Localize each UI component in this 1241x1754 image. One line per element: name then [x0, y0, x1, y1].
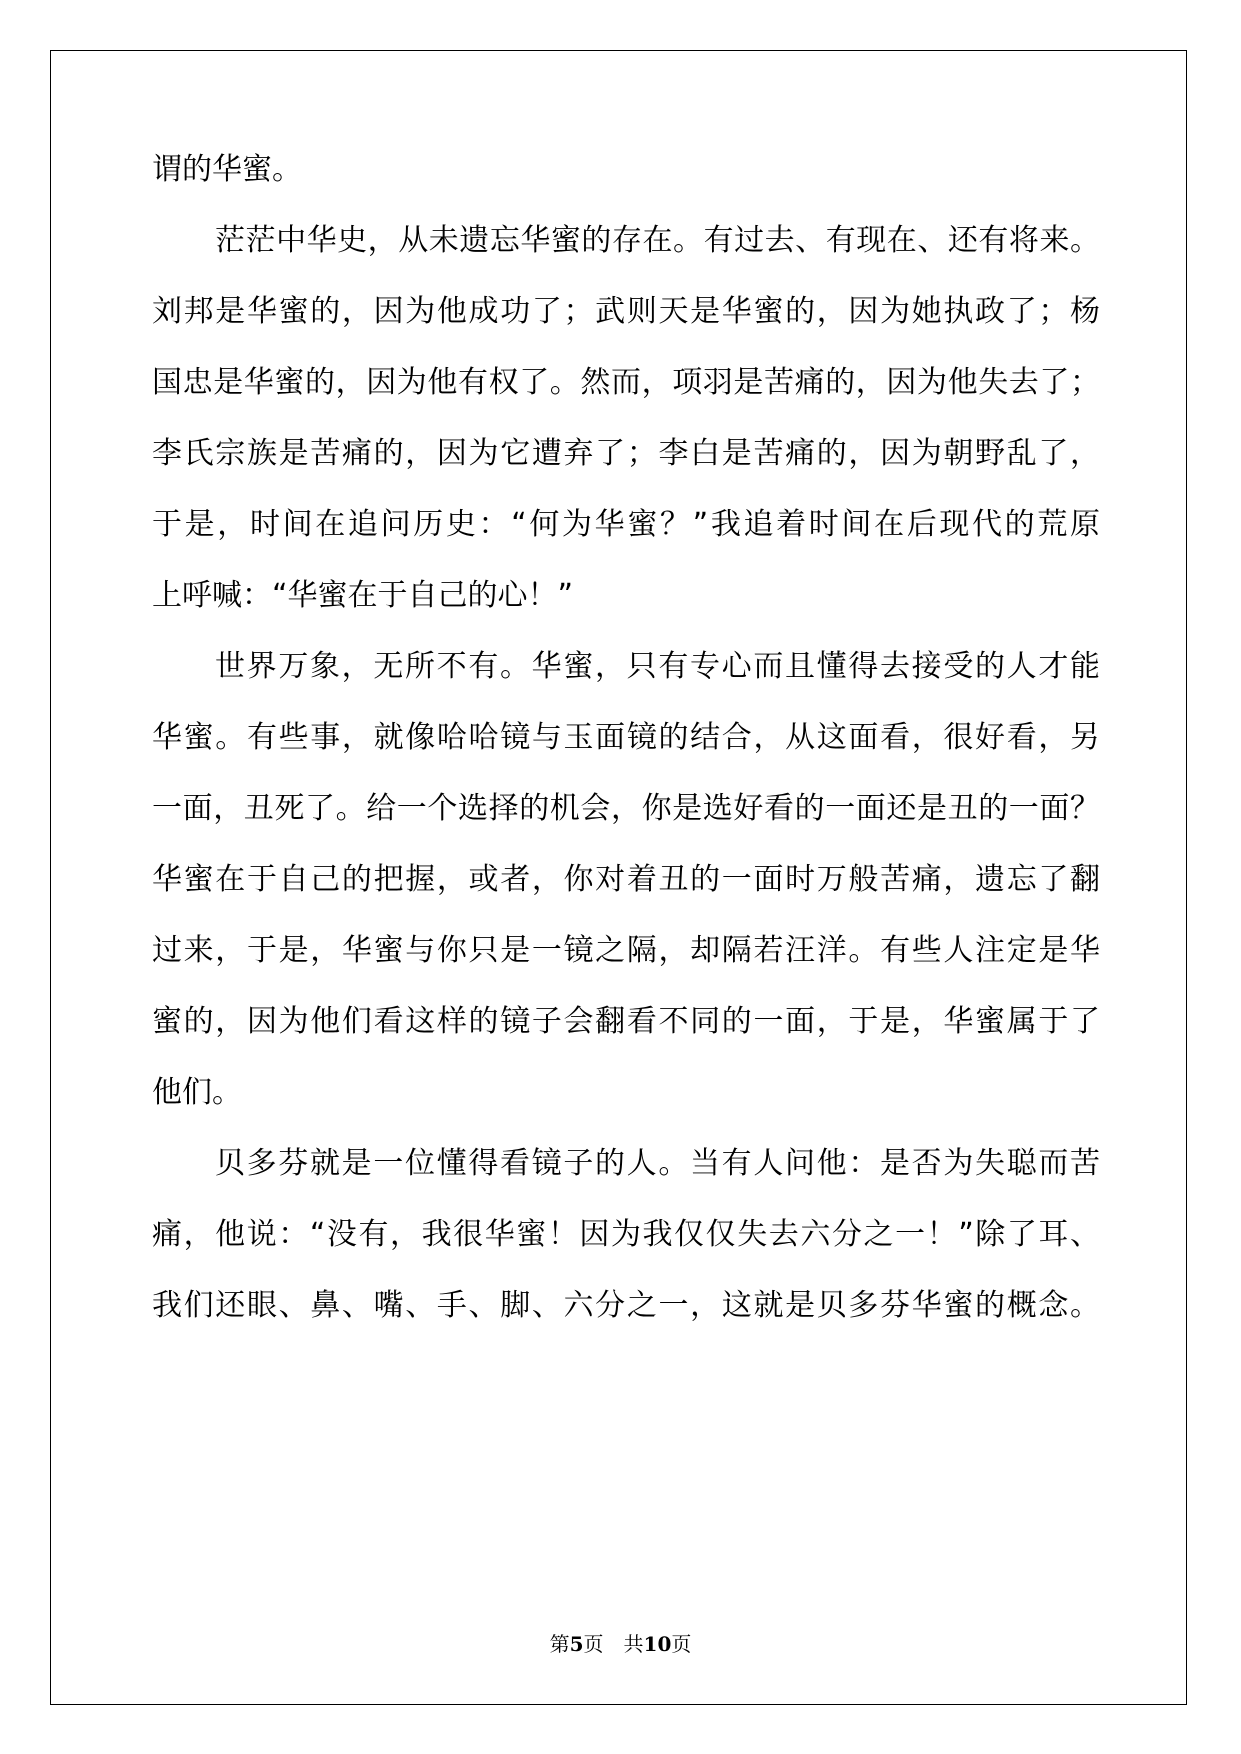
text-line: 国忠是华蜜的，因为他有权了。然而，项羽是苦痛的，因为他失去了；: [152, 365, 1100, 400]
text-line: 华蜜在于自己的把握，或者，你对着丑的一面时万般苦痛，遗忘了翻: [152, 862, 1100, 897]
footer-middle: 页 共: [583, 1632, 644, 1656]
footer-suffix: 页: [671, 1632, 692, 1656]
text-line: 我们还眼、鼻、嘴、手、脚、六分之一，这就是贝多芬华蜜的概念。: [152, 1288, 1100, 1323]
text-line: 他们。: [152, 1075, 242, 1110]
text-line: 痛，他说：“没有，我很华蜜！因为我仅仅失去六分之一！”除了耳、: [152, 1217, 1100, 1252]
text-line: 过来，于是，华蜜与你只是一镜之隔，却隔若汪洋。有些人注定是华: [152, 933, 1100, 968]
text-line: 一面，丑死了。给一个选择的机会，你是选好看的一面还是丑的一面？: [152, 791, 1100, 826]
text-line: 世界万象，无所不有。华蜜，只有专心而且懂得去接受的人才能: [215, 649, 1100, 684]
text-line: 华蜜。有些事，就像哈哈镜与玉面镜的结合，从这面看，很好看，另: [152, 720, 1100, 755]
footer-page-number: 5: [569, 1632, 584, 1656]
text-line: 于是，时间在追问历史：“何为华蜜？”我追着时间在后现代的荒原: [152, 507, 1100, 542]
text-line: 谓的华蜜。: [152, 152, 302, 187]
page-footer: [0, 1628, 1241, 1657]
footer-prefix: 第: [549, 1632, 570, 1656]
text-line: 贝多芬就是一位懂得看镜子的人。当有人问他：是否为失聪而苦: [215, 1146, 1100, 1181]
text-line: 刘邦是华蜜的，因为他成功了；武则天是华蜜的，因为她执政了；杨: [152, 294, 1100, 329]
text-line: 李氏宗族是苦痛的，因为它遭弃了；李白是苦痛的，因为朝野乱了，: [152, 436, 1100, 471]
text-line: 蜜的，因为他们看这样的镜子会翻看不同的一面，于是，华蜜属于了: [152, 1004, 1100, 1039]
footer-total-pages: 10: [643, 1632, 672, 1656]
text-line: 茫茫中华史，从未遗忘华蜜的存在。有过去、有现在、还有将来。: [215, 223, 1100, 258]
text-line: 上呼喊：“华蜜在于自己的心！”: [152, 578, 574, 613]
